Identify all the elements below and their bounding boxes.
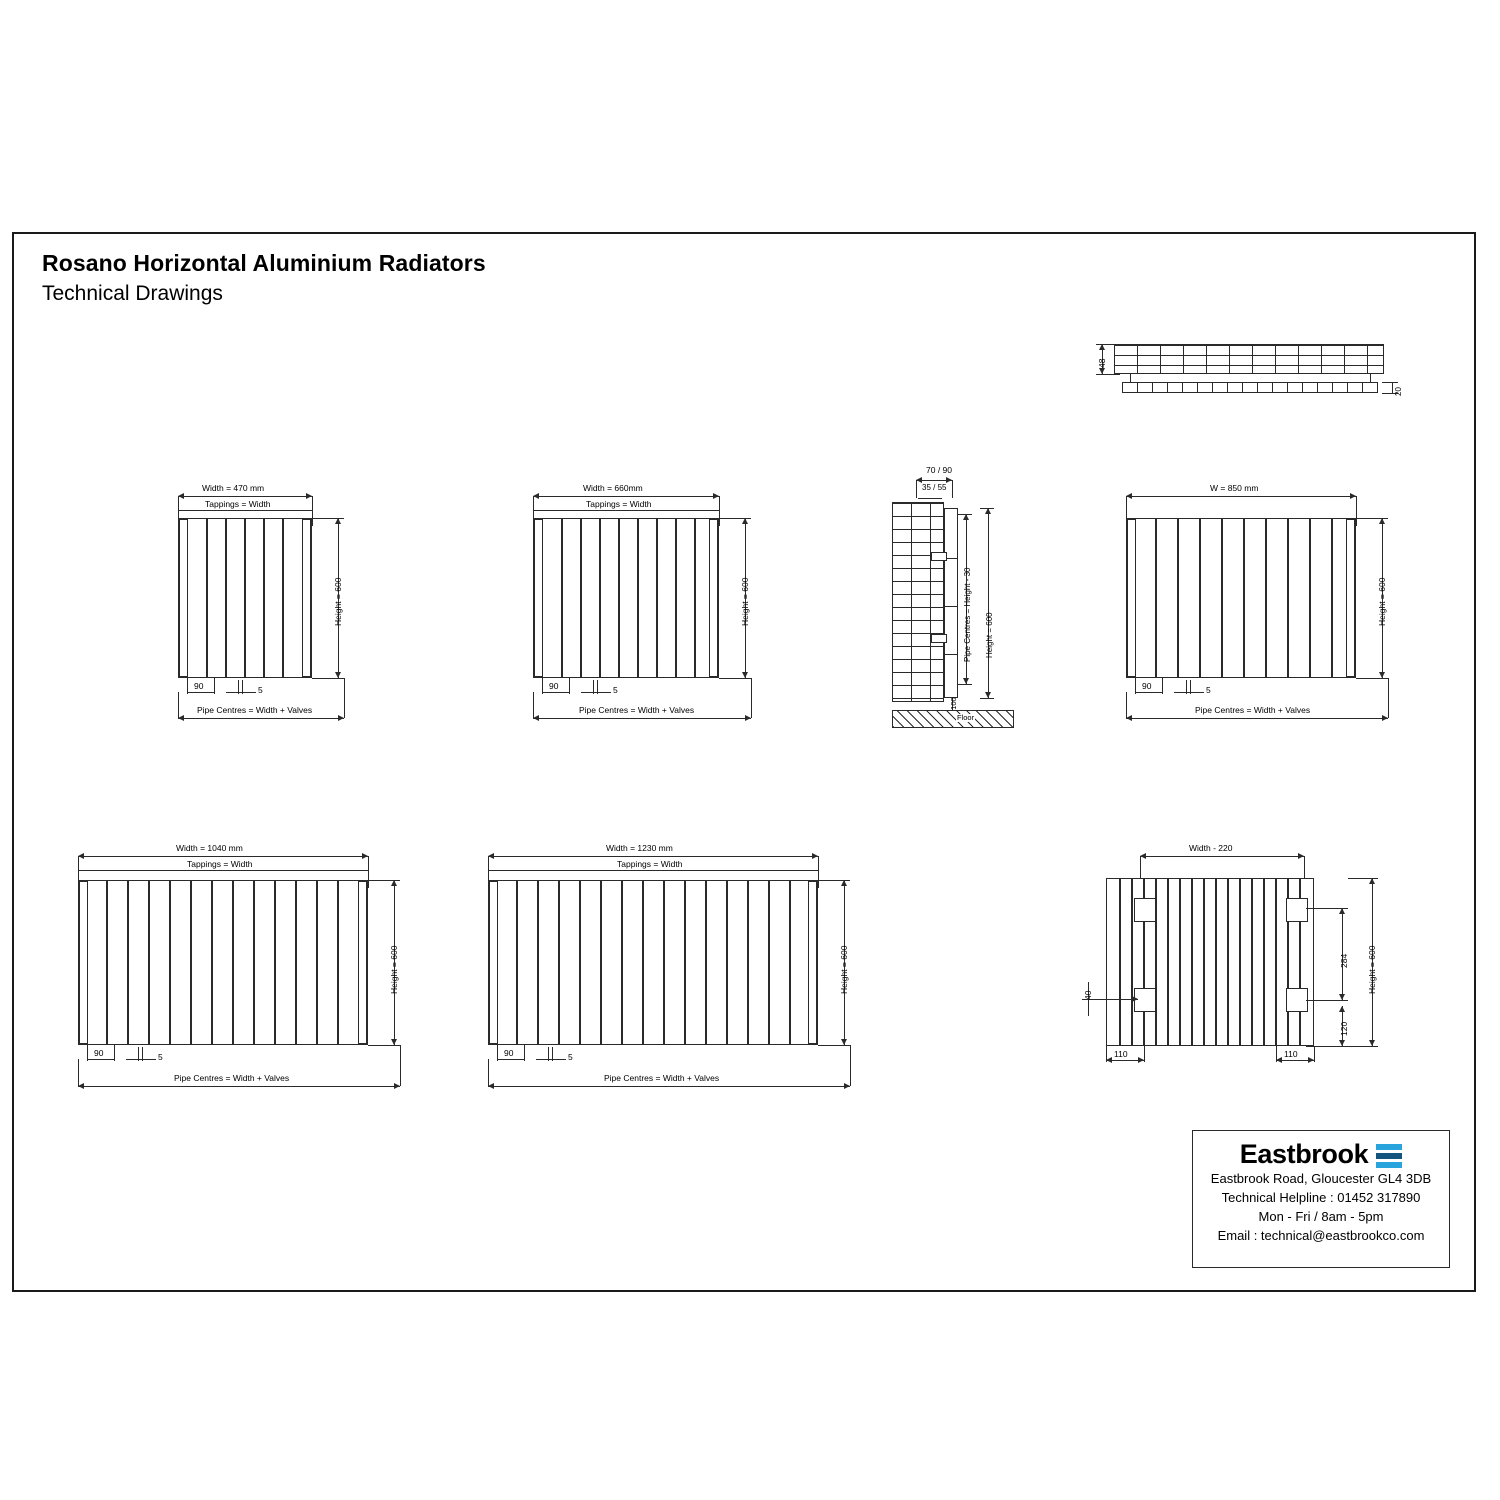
radiator-body-1040 — [78, 880, 368, 1045]
radiator-fin — [516, 881, 518, 1044]
endcap-right — [709, 519, 718, 677]
radiator-fin — [1167, 879, 1169, 1045]
w660-d90-ext-right — [569, 678, 570, 694]
radiator-fin — [1275, 879, 1277, 1045]
radiator-fin — [1119, 879, 1121, 1045]
radiator-fin — [637, 519, 639, 677]
bracket-plate-top-left — [1134, 898, 1156, 922]
w1040-tappings-line — [78, 870, 368, 871]
w1040-height-label: Height = 600 — [389, 945, 399, 994]
w850-dim-line — [1126, 496, 1356, 497]
wall-pipe-ext-bottom — [958, 684, 972, 685]
side-profile-body — [1114, 344, 1384, 374]
radiator-fin — [1191, 879, 1193, 1045]
radiator-fin — [1199, 519, 1201, 677]
radiator-fin — [580, 519, 582, 677]
radiator-fin — [282, 519, 284, 677]
w660-pipe-label: Pipe Centres = Width + Valves — [579, 705, 695, 715]
w850-pipe-ext-right — [1388, 678, 1389, 718]
radiator-fin — [1221, 519, 1223, 677]
w1040-height-ext-bottom — [368, 1045, 400, 1046]
radiator-fin — [190, 881, 192, 1044]
w660-d5-line — [581, 692, 611, 693]
wall-pipe-ext-top — [958, 514, 972, 515]
company-address: Eastbrook Road, Gloucester GL4 3DB — [1210, 1171, 1432, 1186]
d284-label: 284 — [1339, 953, 1349, 968]
w660-pipe-ext-left — [533, 692, 534, 718]
w850-ext-right — [1356, 496, 1357, 526]
w1230-height-ext-top — [818, 880, 850, 881]
radiator-fin — [537, 881, 539, 1044]
w660-dim-line — [533, 496, 719, 497]
wall-sub-dim-line — [918, 498, 942, 499]
logo-row — [1193, 1139, 1449, 1170]
w660-tappings-label: Tappings = Width — [586, 499, 652, 509]
bracket-plate-top-right — [1286, 898, 1308, 922]
w1040-pipe-ext-left — [78, 1059, 79, 1086]
w1230-pipe-label: Pipe Centres = Width + Valves — [604, 1073, 720, 1083]
w660-tappings-line — [533, 510, 719, 511]
radiator-fin — [561, 519, 563, 677]
w1040-d90-ext-right — [114, 1045, 115, 1061]
w470-tappings-line — [178, 510, 312, 511]
w470-pipe-label: Pipe Centres = Width + Valves — [197, 705, 313, 715]
wall-height-line — [988, 508, 989, 698]
bracket-height-ext-bottom — [1348, 1046, 1378, 1047]
w850-height-ext-top — [1356, 518, 1388, 519]
radiator-fin — [148, 881, 150, 1044]
radiator-fin — [1251, 879, 1253, 1045]
endcap-left — [1127, 519, 1136, 677]
endcap-right — [358, 881, 367, 1044]
radiator-fin — [274, 881, 276, 1044]
eastbrook-logo-icon — [1376, 1144, 1402, 1168]
radiator-fin — [1309, 519, 1311, 677]
w1230-dim-line — [488, 856, 818, 857]
radiator-fin — [1331, 519, 1333, 677]
figure-width-470 — [154, 474, 474, 734]
bracket-plate-bottom-right — [1286, 988, 1308, 1012]
wall-pipe-label: Pipe Centres = Height - 30 — [963, 567, 972, 662]
bracket-width-line — [1140, 856, 1304, 857]
w1230-tappings-line — [488, 870, 818, 871]
radiator-fin — [694, 519, 696, 677]
dim-48-ext-bottom — [1096, 374, 1120, 375]
w1040-pipe-line — [78, 1086, 400, 1087]
figure-wall-section — [884, 466, 1044, 736]
radiator-fin — [1215, 879, 1217, 1045]
w1040-dim-line — [78, 856, 368, 857]
w470-height-ext-bottom — [312, 678, 344, 679]
w660-height-label: Height = 600 — [740, 577, 750, 626]
radiator-fin — [1155, 519, 1157, 677]
wall-top-ext-right — [952, 480, 953, 498]
w1230-width-label: Width = 1230 mm — [606, 843, 673, 853]
radiator-fin — [106, 881, 108, 1044]
d110-left-ext-b — [1144, 1046, 1145, 1062]
w1040-d5-label: 5 — [158, 1052, 163, 1062]
radiator-fin — [316, 881, 318, 1044]
w850-d5-line — [1174, 692, 1204, 693]
radiator-fin — [600, 881, 602, 1044]
w470-pipe-ext-right — [344, 678, 345, 718]
w1040-tappings-label: Tappings = Width — [187, 859, 253, 869]
w470-d5-label: 5 — [258, 685, 263, 695]
wall-height-label: Height = 600 — [985, 612, 994, 658]
wall-sub-label: 35 / 55 — [922, 483, 947, 492]
floor-label: Floor — [957, 713, 975, 722]
w850-pipe-line — [1126, 718, 1388, 719]
radiator-fin — [789, 881, 791, 1044]
w1230-d5-label: 5 — [568, 1052, 573, 1062]
d120-arrow-top — [1339, 1006, 1345, 1012]
radiator-fin — [295, 881, 297, 1044]
page-title: Rosano Horizontal Aluminium Radiators — [42, 250, 486, 276]
radiator-fin — [253, 881, 255, 1044]
w470-height-ext-top — [312, 518, 344, 519]
figure-width-1230 — [464, 834, 864, 1104]
w850-d90-label: 90 — [1142, 681, 1152, 691]
wall-bracket-upper — [931, 552, 947, 561]
radiator-fin — [1227, 879, 1229, 1045]
w660-height-ext-top — [719, 518, 751, 519]
wall-bracket-lower — [931, 634, 947, 643]
bracket-height-ext-top — [1348, 878, 1378, 879]
w1230-tappings-label: Tappings = Width — [617, 859, 683, 869]
w1230-pipe-line — [488, 1086, 850, 1087]
w470-ext-right — [312, 496, 313, 526]
w1040-pipe-label: Pipe Centres = Width + Valves — [174, 1073, 290, 1083]
bracket-width-label: Width - 220 — [1189, 843, 1233, 853]
radiator-fin — [225, 519, 227, 677]
w1230-d90-line — [497, 1059, 524, 1060]
radiator-fin — [642, 881, 644, 1044]
d110-left-label: 110 — [1114, 1049, 1128, 1059]
w850-width-label: W = 850 mm — [1210, 483, 1259, 493]
radiator-fin — [747, 881, 749, 1044]
radiator-fin — [726, 881, 728, 1044]
radiator-fin — [211, 881, 213, 1044]
d120-ext-bottom — [1306, 1046, 1348, 1047]
d110-right-ext-b — [1314, 1046, 1315, 1062]
wall-top-ext-left — [916, 480, 917, 498]
w1230-ext-right — [818, 856, 819, 888]
radiator-fin — [599, 519, 601, 677]
w1040-d90-label: 90 — [94, 1048, 104, 1058]
radiator-fin — [656, 519, 658, 677]
w1040-d90-line — [87, 1059, 114, 1060]
w1230-d5-line — [536, 1059, 566, 1060]
radiator-fin — [1177, 519, 1179, 677]
side-profile-bracket — [1122, 382, 1378, 393]
radiator-fin — [579, 881, 581, 1044]
radiator-fin — [127, 881, 129, 1044]
w470-pipe-line — [178, 718, 344, 719]
w850-pipe-ext-left — [1126, 692, 1127, 718]
w1230-pipe-ext-right — [850, 1045, 851, 1086]
radiator-fin — [1203, 879, 1205, 1045]
radiator-fin — [621, 881, 623, 1044]
w1230-d90-label: 90 — [504, 1048, 514, 1058]
w850-d5-label: 5 — [1206, 685, 1211, 695]
w660-pipe-line — [533, 718, 751, 719]
w1040-d5-line — [126, 1059, 156, 1060]
figure-width-1040 — [54, 834, 434, 1104]
wall-height-ext-top — [980, 508, 994, 509]
w470-pipe-ext-left — [178, 692, 179, 718]
w1040-width-label: Width = 1040 mm — [176, 843, 243, 853]
w850-d90-ext-right — [1162, 678, 1163, 694]
d284-ext-top — [1306, 908, 1348, 909]
w850-d90-line — [1135, 692, 1162, 693]
radiator-body-1230 — [488, 880, 818, 1045]
radiator-fin — [206, 519, 208, 677]
radiator-section-div — [944, 606, 958, 607]
figure-bracket-detail — [1054, 834, 1394, 1084]
radiator-section-div — [944, 654, 958, 655]
radiator-fin — [768, 881, 770, 1044]
w1040-pipe-ext-right — [400, 1045, 401, 1086]
w850-height-ext-bottom — [1356, 678, 1388, 679]
radiator-fin — [1287, 519, 1289, 677]
brand-name: Eastbrook — [1239, 1139, 1369, 1169]
w660-height-ext-bottom — [719, 678, 751, 679]
radiator-fin — [244, 519, 246, 677]
radiator-fin — [675, 519, 677, 677]
contact-email: Email : technical@eastbrookco.com — [1217, 1227, 1425, 1243]
endcap-right — [808, 881, 817, 1044]
w660-ext-right — [719, 496, 720, 526]
radiator-fin — [1265, 519, 1267, 677]
page-subtitle: Technical Drawings — [42, 281, 223, 305]
w660-d90-line — [542, 692, 569, 693]
figure-width-660 — [509, 474, 849, 734]
w470-d90-line — [187, 692, 214, 693]
radiator-fin — [1263, 879, 1265, 1045]
radiator-body-660 — [533, 518, 719, 678]
dim-20-ext-top — [1382, 382, 1398, 383]
radiator-fin — [1131, 879, 1133, 1045]
dim-20-line — [1392, 382, 1393, 393]
radiator-fin — [169, 881, 171, 1044]
endcap-left — [534, 519, 543, 677]
w1230-d90-ext-right — [524, 1045, 525, 1061]
endcap-left — [489, 881, 498, 1044]
w1040-ext-right — [368, 856, 369, 888]
d120-label: 120 — [1339, 1021, 1349, 1036]
radiator-fin — [663, 881, 665, 1044]
title-block — [42, 250, 486, 307]
brick-wall — [892, 502, 944, 702]
figure-width-850 — [1102, 474, 1442, 734]
w660-d90-label: 90 — [549, 681, 559, 691]
bracket-foot-left — [1130, 374, 1131, 382]
technical-helpline: Technical Helpline : 01452 317890 — [1221, 1189, 1421, 1205]
d110-left-ext-a — [1106, 1046, 1107, 1062]
bracket-height-label: Height = 600 — [1367, 945, 1377, 994]
w470-d90-label: 90 — [194, 681, 204, 691]
w660-pipe-ext-right — [751, 678, 752, 718]
w1230-height-ext-bottom — [818, 1045, 850, 1046]
radiator-fin — [618, 519, 620, 677]
endcap-right — [302, 519, 311, 677]
w470-width-label: Width = 470 mm — [202, 483, 265, 493]
radiator-fin — [337, 881, 339, 1044]
radiator-fin — [1239, 879, 1241, 1045]
opening-hours: Mon - Fri / 8am - 5pm — [1258, 1208, 1384, 1224]
endcap-left — [79, 881, 88, 1044]
dim-48-ext-top — [1096, 344, 1116, 345]
endcap-left — [179, 519, 188, 677]
w850-pipe-label: Pipe Centres = Width + Valves — [1195, 705, 1311, 715]
radiator-fin — [232, 881, 234, 1044]
floor-hatch — [892, 710, 1014, 728]
w660-width-label: Width = 660mm — [583, 483, 643, 493]
d110-right-ext-a — [1276, 1046, 1277, 1062]
d40-arrow — [1132, 996, 1138, 1002]
dim-20-label: 20 — [1394, 387, 1403, 396]
wall-height-ext-bottom — [980, 698, 994, 699]
d110-right-label: 110 — [1284, 1049, 1298, 1059]
wall-top-label: 70 / 90 — [926, 465, 952, 475]
radiator-body-470 — [178, 518, 312, 678]
w1040-height-ext-top — [368, 880, 400, 881]
endcap-right — [1346, 519, 1355, 677]
figure-side-profile — [1084, 334, 1404, 424]
w470-tappings-label: Tappings = Width — [205, 499, 271, 509]
w1230-pipe-ext-left — [488, 1059, 489, 1086]
w660-d5-label: 5 — [613, 685, 618, 695]
w470-height-label: Height = 600 — [333, 577, 343, 626]
w470-d5-line — [226, 692, 256, 693]
bracket-foot-right — [1370, 374, 1371, 382]
radiator-fin — [558, 881, 560, 1044]
w1230-height-label: Height = 600 — [839, 945, 849, 994]
drawing-sheet — [12, 232, 1476, 1292]
radiator-fin — [263, 519, 265, 677]
radiator-fin — [705, 881, 707, 1044]
radiator-fin — [1179, 879, 1181, 1045]
d284-ext-mid — [1306, 1000, 1348, 1001]
company-info-block — [1192, 1130, 1450, 1268]
w470-d90-ext-right — [214, 678, 215, 694]
w850-height-label: Height = 600 — [1377, 577, 1387, 626]
d40-label: 40 — [1083, 990, 1093, 1000]
w470-dim-line — [178, 496, 312, 497]
radiator-section-body — [944, 508, 958, 698]
radiator-fin — [684, 881, 686, 1044]
dim-48-label: 48 — [1097, 358, 1107, 368]
radiator-fin — [1243, 519, 1245, 677]
radiator-body-850 — [1126, 518, 1356, 678]
